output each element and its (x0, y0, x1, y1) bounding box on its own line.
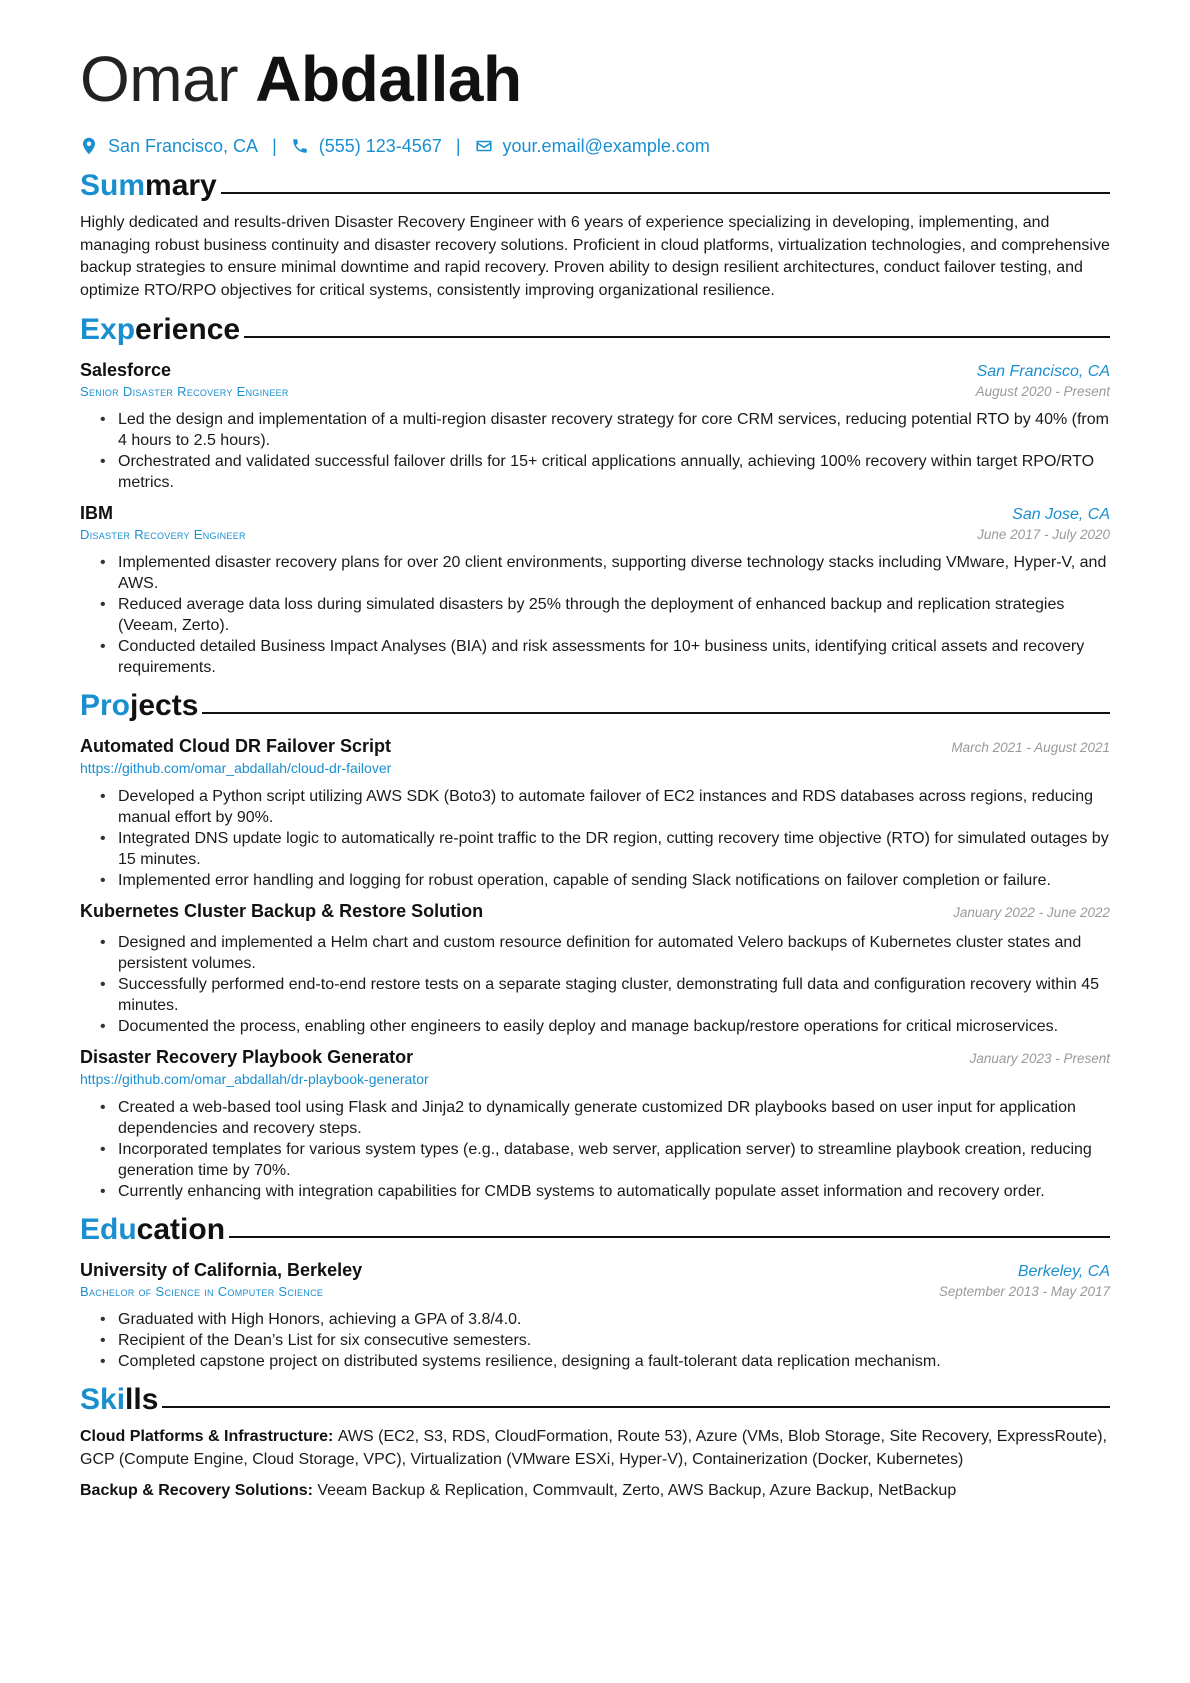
job-dates: August 2020 - Present (975, 384, 1110, 399)
location-text: San Francisco, CA (108, 135, 259, 156)
phone-text: (555) 123-4567 (318, 135, 442, 156)
skill-text: AWS (EC2, S3, RDS, CloudFormation, Route 53), Azure (VMs, Blob Storage, Site Recovery, ExpressRoute), GCP (Compute Engine, Cloud Storage, VPC), Virtualization (VMware ESXi, Hyper-V), Containerization (Docker, Kubernetes) (80, 1428, 1107, 1468)
section-rule (162, 1406, 1110, 1408)
contact-phone[interactable] (291, 136, 442, 157)
section-header (80, 1380, 1110, 1420)
job-title: Senior Disaster Recovery Engineer (80, 384, 289, 399)
section-header (80, 166, 1110, 206)
job-title: Disaster Recovery Engineer (80, 527, 246, 542)
project-entry (80, 1047, 1110, 1202)
skill-text: Veeam Backup & Replication, Commvault, Zerto, AWS Backup, Azure Backup, NetBackup (317, 1482, 957, 1499)
summary-text: Highly dedicated and results-driven Disaster Recovery Engineer with 6 years of experience specializing in developing, implementing, and managing robust business continuity and disaster recovery solutions. Proficient in cloud platforms, virtualization technologies, and comprehensive backup strategies to ensure minimal downtime and rapid recovery. Proven ability to design resilient architectures, conduct failover testing, and optimize RTO/RPO objectives for critical systems, consistently improving organizational resilience. (80, 214, 1110, 299)
section-header (80, 1210, 1110, 1250)
list-item: • Led the design and implementation of a multi-region disaster recovery strategy for core CRM services, reducing potential RTO by 40% (from 4 hours to 2.5 hours). (100, 409, 1110, 451)
list-item: • Developed a Python script utilizing AWS SDK (Boto3) to automate failover of EC2 instances and RDS databases across regions, reducing manual effort by 90%. (100, 786, 1110, 828)
project-entry (80, 901, 1110, 1037)
list-item: • Integrated DNS update logic to automatically re-point traffic to the DR region, cutting recovery time objective (RTO) for simulated outages by 15 minutes. (100, 828, 1110, 870)
list-item: • Conducted detailed Business Impact Analyses (BIA) and risk assessments for 10+ business units, identifying critical assets and recovery requirements. (100, 636, 1110, 678)
list-item: • Graduated with High Honors, achieving a GPA of 3.8/4.0. (100, 1309, 1110, 1330)
section-title: Experience (80, 313, 241, 346)
list-item: • Reduced average data loss during simulated disasters by 25% through the deployment of enhanced backup and replication strategies (Veeam, Zerto). (100, 594, 1110, 636)
company-name: IBM (80, 503, 113, 523)
contact-email[interactable] (475, 136, 710, 157)
education-section (80, 1210, 1110, 1372)
project-dates: March 2021 - August 2021 (951, 740, 1110, 755)
job-entry (80, 360, 1110, 493)
list-item: • Currently enhancing with integration capabilities for CMDB systems to automatically populate asset information and recovery order. (100, 1181, 1110, 1202)
phone-icon (291, 137, 309, 155)
list-item: • Incorporated templates for various system types (e.g., database, web server, application server) to streamline playbook creation, reducing generation time by 70%. (100, 1139, 1110, 1181)
section-title: Education (80, 1213, 226, 1246)
list-item: • Completed capstone project on distributed systems resilience, designing a fault-tolerant data replication mechanism. (100, 1351, 1110, 1372)
school-location: Berkeley, CA (1017, 1263, 1110, 1280)
contact-separator: | (455, 135, 461, 156)
section-title: Summary (80, 169, 217, 202)
skill-label: Backup & Recovery Solutions: (80, 1482, 318, 1499)
list-item: • Successfully performed end-to-end restore tests on a separate staging cluster, demonstrating full data and configuration recovery within 45 minutes. (100, 974, 1110, 1016)
list-item: • Recipient of the Dean’s List for six consecutive semesters. (100, 1330, 1110, 1351)
job-location: San Francisco, CA (976, 363, 1110, 380)
degree: Bachelor of Science in Computer Science (80, 1284, 324, 1299)
skills-section (80, 1380, 1110, 1503)
project-dates: January 2023 - Present (969, 1051, 1110, 1066)
section-title: Projects (80, 689, 199, 722)
school-name: University of California, Berkeley (80, 1260, 363, 1280)
section-title: Skills (80, 1383, 159, 1416)
experience-section (80, 310, 1110, 678)
section-header (80, 686, 1110, 726)
project-link[interactable]: https://github.com/omar_abdallah/cloud-dr-failover (80, 760, 392, 776)
list-item: • Created a web-based tool using Flask and Jinja2 to dynamically generate customized DR playbooks based on user input for application dependencies and recovery steps. (100, 1097, 1110, 1139)
candidate-name (80, 38, 1110, 120)
project-dates: January 2022 - June 2022 (953, 905, 1110, 920)
list-item: • Implemented error handling and logging for robust operation, capable of sending Slack notifications on failover completion or failure. (100, 870, 1110, 891)
project-name: Disaster Recovery Playbook Generator (80, 1047, 414, 1067)
education-dates: September 2013 - May 2017 (938, 1284, 1110, 1299)
projects-section (80, 686, 1110, 1202)
job-bullets (80, 552, 1110, 678)
project-bullets (80, 1097, 1110, 1202)
project-link[interactable]: https://github.com/omar_abdallah/dr-playbook-generator (80, 1071, 429, 1087)
section-rule (202, 712, 1110, 714)
project-bullets (80, 786, 1110, 891)
section-rule (244, 336, 1110, 338)
contact-bar (80, 134, 1110, 158)
list-item: • Orchestrated and validated successful failover drills for 15+ critical applications annually, achieving 100% recovery within target RPO/RTO metrics. (100, 451, 1110, 493)
last-name: Abdallah (255, 43, 522, 115)
contact-separator: | (272, 135, 277, 156)
skill-group (80, 1480, 1110, 1503)
skill-group (80, 1426, 1110, 1471)
project-name: Automated Cloud DR Failover Script (80, 736, 392, 756)
job-entry (80, 503, 1110, 678)
company-name: Salesforce (80, 360, 172, 380)
job-dates: June 2017 - July 2020 (977, 527, 1110, 542)
section-header (80, 310, 1110, 350)
envelope-icon (475, 137, 493, 155)
email-text: your.email@example.com (502, 135, 710, 156)
list-item: • Designed and implemented a Helm chart and custom resource definition for automated Velero backups of Kubernetes cluster states and persistent volumes. (100, 932, 1110, 974)
project-name: Kubernetes Cluster Backup & Restore Solution (80, 901, 484, 921)
list-item: • Implemented disaster recovery plans for over 20 client environments, supporting diverse technology stacks including VMware, Hyper-V, and AWS. (100, 552, 1110, 594)
map-pin-icon (80, 137, 98, 155)
section-rule (221, 192, 1110, 194)
skill-label: Cloud Platforms & Infrastructure: (80, 1428, 338, 1445)
project-bullets (80, 932, 1110, 1037)
first-name: Omar (80, 43, 238, 115)
job-bullets (80, 409, 1110, 493)
list-item: • Documented the process, enabling other engineers to easily deploy and manage backup/restore operations for critical microservices. (100, 1016, 1110, 1037)
education-bullets (80, 1309, 1110, 1372)
project-entry (80, 736, 1110, 891)
education-entry (80, 1260, 1110, 1372)
summary-section (80, 166, 1110, 302)
contact-location (80, 136, 258, 157)
job-location: San Jose, CA (1012, 506, 1110, 523)
section-rule (229, 1236, 1110, 1238)
